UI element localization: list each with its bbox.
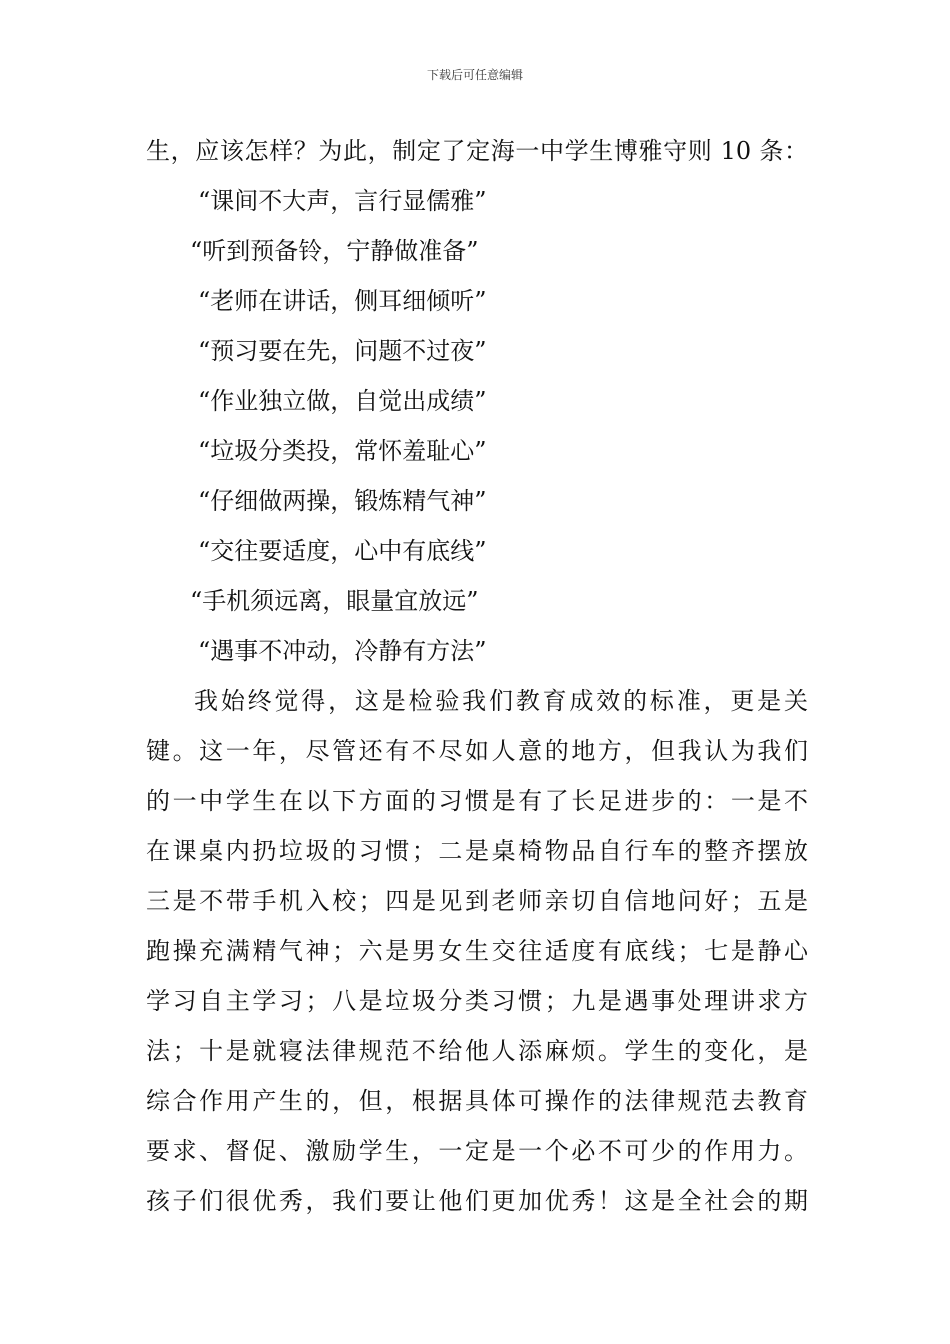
paragraph-line: 学习自主学习；八是垃圾分类习惯；九是遇事处理讲求方	[146, 987, 808, 1015]
rule-line: “遇事不冲动，冷静有方法”	[198, 637, 487, 665]
rule-line: “课间不大声，言行显儒雅”	[198, 187, 487, 215]
paragraph-line: 要求、督促、激励学生，一定是一个必不可少的作用力。	[146, 1137, 808, 1165]
paragraph-line: 法；十是就寝法律规范不给他人添麻烦。学生的变化，是	[146, 1037, 808, 1065]
rule-line: “预习要在先，问题不过夜”	[198, 337, 487, 365]
rule-line: “仔细做两操，锻炼精气神”	[198, 487, 487, 515]
intro-line: 生，应该怎样？为此，制定了定海一中学生博雅守则 10 条：	[146, 137, 808, 165]
paragraph-line: 跑操充满精气神；六是男女生交往适度有底线；七是静心	[146, 937, 808, 965]
rule-line: “老师在讲话，侧耳细倾听”	[198, 287, 487, 315]
rule-line: “交往要适度，心中有底线”	[198, 537, 487, 565]
rule-line: “作业独立做，自觉出成绩”	[198, 387, 487, 415]
paragraph-line: 三是不带手机入校；四是见到老师亲切自信地问好；五是	[146, 887, 808, 915]
paragraph-line: 我始终觉得，这是检验我们教育成效的标准，更是关	[194, 687, 808, 715]
paragraph-line: 的一中学生在以下方面的习惯是有了长足进步的：一是不	[146, 787, 808, 815]
rule-line: “垃圾分类投，常怀羞耻心”	[198, 437, 487, 465]
paragraph-line: 孩子们很优秀，我们要让他们更加优秀！这是全社会的期	[146, 1187, 808, 1215]
paragraph-line: 在课桌内扔垃圾的习惯；二是桌椅物品自行车的整齐摆放	[146, 837, 808, 865]
body-text	[146, 126, 808, 1226]
paragraph-line: 键。这一年，尽管还有不尽如人意的地方，但我认为我们	[146, 737, 808, 765]
rule-line: “手机须远离，眼量宜放远”	[190, 587, 479, 615]
rule-line: “听到预备铃，宁静做准备”	[190, 237, 479, 265]
paragraph-line: 综合作用产生的，但，根据具体可操作的法律规范去教育	[146, 1087, 808, 1115]
page-header: 下载后可任意编辑	[426, 68, 523, 82]
